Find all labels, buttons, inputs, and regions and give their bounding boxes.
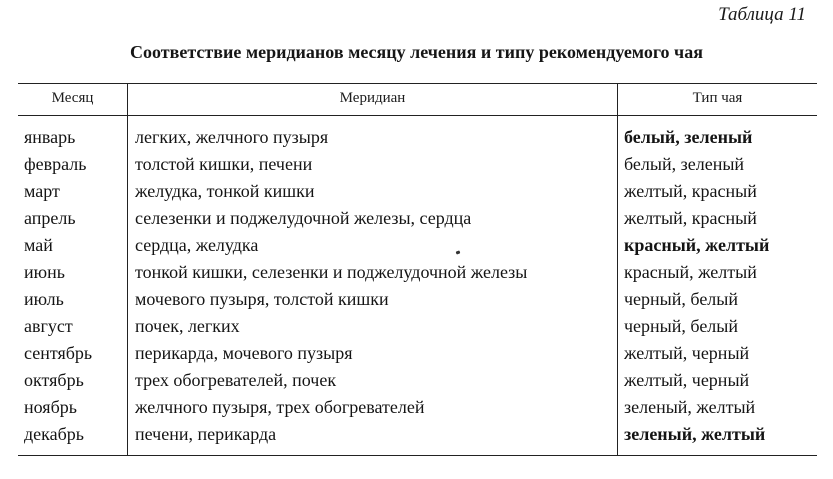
- cell-meridian: селезенки и поджелудочной железы, сердца: [135, 208, 472, 228]
- table-row: [18, 151, 817, 178]
- cell-tea: белый, зеленый: [624, 127, 753, 147]
- cell-meridian: почек, легких: [135, 316, 240, 336]
- header-month: Месяц: [51, 90, 94, 106]
- table-row: [18, 286, 817, 313]
- table-row: [18, 340, 817, 367]
- table-title: Соответствие меридианов месяцу лечения и типу рекомендуемого чая: [130, 42, 703, 62]
- cell-tea: желтый, красный: [624, 208, 757, 228]
- table-row: [18, 421, 817, 448]
- table-row: [18, 259, 817, 286]
- cell-month: сентябрь: [24, 343, 93, 363]
- cell-month: август: [24, 316, 73, 336]
- table-row: [18, 394, 817, 421]
- cell-tea: красный, желтый: [624, 262, 757, 282]
- header-tea: Тип чая: [692, 90, 743, 106]
- cell-month: май: [24, 235, 53, 255]
- cell-month: октябрь: [24, 370, 84, 390]
- table-row: [18, 232, 817, 259]
- cell-meridian: тонкой кишки, селезенки и поджелудочной железы: [135, 262, 528, 282]
- cell-month: январь: [24, 127, 76, 147]
- cell-meridian: желудка, тонкой кишки: [135, 181, 315, 201]
- cell-tea: черный, белый: [624, 289, 739, 309]
- cell-tea: белый, зеленый: [624, 154, 745, 174]
- table-number-label: Таблица 11: [718, 4, 806, 25]
- cell-month: июль: [24, 289, 64, 309]
- cell-tea: зеленый, желтый: [624, 397, 756, 417]
- table-row: [18, 313, 817, 340]
- cell-tea: зеленый, желтый: [624, 424, 766, 444]
- cell-tea: черный, белый: [624, 316, 739, 336]
- cell-tea: желтый, черный: [624, 370, 750, 390]
- cell-meridian: печени, перикарда: [135, 424, 277, 444]
- cell-meridian: сердца, желудка: [135, 235, 259, 255]
- table-header-rule: [18, 115, 817, 116]
- table-row: [18, 205, 817, 232]
- cell-meridian: трех обогревателей, почек: [135, 370, 337, 390]
- cell-meridian: перикарда, мочевого пузыря: [135, 343, 353, 363]
- cell-meridian: легких, желчного пузыря: [135, 127, 329, 147]
- table-bottom-rule: [18, 455, 817, 456]
- cell-month: февраль: [24, 154, 87, 174]
- cell-meridian: мочевого пузыря, толстой кишки: [135, 289, 389, 309]
- table-top-rule: [18, 83, 817, 84]
- cell-tea: желтый, красный: [624, 181, 757, 201]
- table-row: [18, 178, 817, 205]
- cell-meridian: толстой кишки, печени: [135, 154, 313, 174]
- cell-month: ноябрь: [24, 397, 77, 417]
- header-meridian: Меридиан: [339, 90, 406, 106]
- cell-tea: желтый, черный: [624, 343, 750, 363]
- cell-month: апрель: [24, 208, 76, 228]
- cell-meridian: желчного пузыря, трех обогревателей: [135, 397, 425, 417]
- table-row: [18, 124, 817, 151]
- table-body: [18, 124, 817, 448]
- table-row: [18, 367, 817, 394]
- cell-month: декабрь: [24, 424, 84, 444]
- cell-month: июнь: [24, 262, 65, 282]
- cell-tea: красный, желтый: [624, 235, 770, 255]
- cell-month: март: [24, 181, 60, 201]
